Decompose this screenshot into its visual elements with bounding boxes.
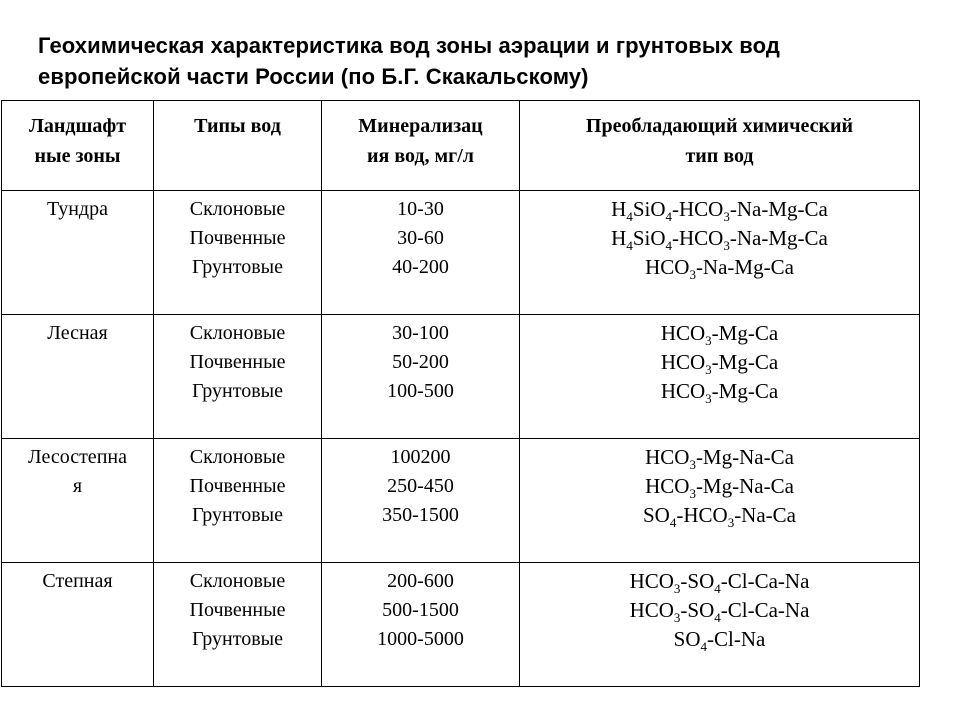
table-row	[2, 439, 920, 563]
cell-chemical-type	[520, 191, 920, 315]
chemical-formula	[520, 625, 919, 654]
cell-water-types-line: Почвенные	[189, 351, 286, 373]
table-row	[2, 191, 920, 315]
chemical-formula	[520, 596, 919, 625]
cell-water-types-line: Склоновые	[189, 198, 286, 220]
cell-mineralization-line: 350-1500	[382, 504, 459, 526]
cell-zone-line: Степная	[42, 570, 113, 592]
cell-mineralization-line: 40-200	[392, 256, 449, 278]
formula-subscript: 3	[689, 486, 696, 501]
cell-mineralization-line: 250-450	[387, 475, 454, 497]
formula-subscript: 3	[727, 515, 735, 530]
header-types-line: Типы вод	[194, 115, 281, 137]
formula-subscript: 3	[689, 267, 696, 282]
cell-mineralization-line: 10-30	[397, 198, 444, 220]
formula-text: HCO	[645, 445, 690, 469]
formula-text: -Cl-Ca-Na	[720, 569, 810, 593]
cell-chemical-type	[520, 315, 920, 439]
cell-zone	[2, 191, 154, 315]
formula-subscript: 4	[714, 610, 721, 625]
formula-subscript: 3	[705, 362, 712, 377]
title-line-2: европейской части России (по Б.Г. Скакальскому)	[38, 64, 589, 89]
formula-text: -Na-Mg-Ca	[729, 197, 828, 221]
formula-text: HCO	[629, 569, 674, 593]
formula-text: SO	[642, 503, 670, 527]
formula-subscript: 4	[700, 639, 708, 654]
cell-water-types-line: Грунтовые	[192, 504, 283, 526]
header-water-types	[154, 101, 322, 191]
cell-zone	[2, 439, 154, 563]
formula-text: H	[611, 197, 627, 221]
chemical-formula	[520, 319, 919, 348]
cell-water-types	[154, 563, 322, 687]
formula-text: -HCO	[676, 503, 728, 527]
formula-text: HCO	[645, 474, 690, 498]
cell-water-types-line: Склоновые	[189, 446, 286, 468]
chemical-formula	[520, 472, 919, 501]
cell-water-types-line: Почвенные	[189, 475, 286, 497]
header-chem-line: Преобладающий химический	[585, 115, 854, 137]
cell-mineralization	[322, 315, 520, 439]
formula-text: -Mg-Na-Ca	[695, 445, 794, 469]
table-row	[2, 563, 920, 687]
formula-subscript: 3	[689, 457, 696, 472]
cell-water-types-line: Грунтовые	[192, 256, 283, 278]
cell-chemical-type	[520, 439, 920, 563]
chemical-formula	[520, 253, 919, 282]
header-mineral-line: Минерализац	[358, 115, 483, 137]
formula-text: H	[611, 226, 627, 250]
cell-water-types-line: Склоновые	[189, 570, 286, 592]
cell-zone	[2, 315, 154, 439]
cell-mineralization-line: 1000-5000	[377, 628, 464, 650]
formula-text: -Mg-Ca	[711, 321, 779, 345]
formula-text: -Cl-Ca-Na	[720, 598, 810, 622]
cell-zone-line: Лесостепна	[28, 446, 127, 468]
cell-water-types-line: Грунтовые	[192, 380, 283, 402]
header-zone-line: Ландшафт	[28, 115, 127, 137]
formula-text: -Mg-Ca	[711, 350, 779, 374]
title-line-1: Геохимическая характеристика вод зоны аэрации и грунтовых вод	[38, 33, 780, 58]
formula-text: -HCO	[672, 197, 724, 221]
cell-chemical-type	[520, 563, 920, 687]
cell-water-types-line: Почвенные	[189, 227, 286, 249]
cell-mineralization-line: 30-100	[392, 322, 449, 344]
header-mineralization	[322, 101, 520, 191]
cell-mineralization-line: 100200	[390, 446, 451, 468]
formula-subscript: 4	[626, 238, 633, 253]
chemical-formula	[520, 377, 919, 406]
formula-text: SiO	[632, 226, 666, 250]
cell-water-types	[154, 191, 322, 315]
formula-text: -Na-Mg-Ca	[729, 226, 828, 250]
cell-water-types	[154, 315, 322, 439]
cell-water-types-line: Почвенные	[189, 599, 286, 621]
formula-subscript: 4	[626, 209, 633, 224]
table-row	[2, 315, 920, 439]
formula-text: -Na-Mg-Ca	[695, 255, 794, 279]
formula-text: -Cl-Na	[707, 627, 766, 651]
formula-text: HCO	[660, 350, 706, 374]
formula-text: SiO	[632, 197, 666, 221]
table-body	[2, 191, 920, 687]
cell-mineralization-line: 100-500	[387, 380, 454, 402]
formula-text: SO	[673, 627, 701, 651]
geochemistry-table	[1, 100, 920, 687]
formula-subscript: 3	[705, 391, 712, 406]
formula-text: -Mg-Ca	[711, 379, 779, 403]
header-chem-line: тип вод	[685, 145, 754, 167]
formula-text: -HCO	[672, 226, 724, 250]
chemical-formula	[520, 501, 919, 530]
formula-text: -SO	[680, 598, 715, 622]
cell-mineralization	[322, 563, 520, 687]
formula-subscript: 3	[673, 610, 681, 625]
table-header-row	[2, 101, 920, 191]
formula-text: HCO	[660, 379, 706, 403]
formula-text: HCO	[645, 255, 690, 279]
header-mineral-line: ия вод, мг/л	[366, 145, 475, 167]
formula-text: -SO	[680, 569, 715, 593]
cell-mineralization-line: 500-1500	[382, 599, 459, 621]
formula-subscript: 4	[714, 581, 721, 596]
formula-subscript: 3	[673, 581, 681, 596]
formula-subscript: 3	[723, 238, 730, 253]
page-title	[38, 30, 938, 92]
formula-text: -Na-Ca	[734, 503, 796, 527]
cell-mineralization-line: 200-600	[387, 570, 454, 592]
formula-subscript: 3	[705, 333, 712, 348]
formula-text: HCO	[629, 598, 674, 622]
cell-zone	[2, 563, 154, 687]
cell-water-types-line: Склоновые	[189, 322, 286, 344]
formula-text: HCO	[660, 321, 706, 345]
header-zone	[2, 101, 154, 191]
chemical-formula	[520, 348, 919, 377]
cell-zone-line: Лесная	[47, 322, 108, 344]
cell-mineralization-line: 50-200	[392, 351, 449, 373]
cell-water-types-line: Грунтовые	[192, 628, 283, 650]
cell-mineralization	[322, 191, 520, 315]
formula-subscript: 3	[723, 209, 730, 224]
header-zone-line: ные зоны	[34, 145, 121, 167]
cell-mineralization	[322, 439, 520, 563]
formula-subscript: 4	[665, 209, 673, 224]
chemical-formula	[520, 443, 919, 472]
cell-zone-line: Тундра	[47, 198, 108, 220]
chemical-formula	[520, 224, 919, 253]
formula-subscript: 4	[669, 515, 677, 530]
formula-text: -Mg-Na-Ca	[695, 474, 794, 498]
chemical-formula	[520, 195, 919, 224]
chemical-formula	[520, 567, 919, 596]
formula-subscript: 4	[665, 238, 673, 253]
cell-mineralization-line: 30-60	[397, 227, 444, 249]
cell-water-types	[154, 439, 322, 563]
cell-zone-line: я	[72, 475, 83, 497]
header-chemical-type	[520, 101, 920, 191]
